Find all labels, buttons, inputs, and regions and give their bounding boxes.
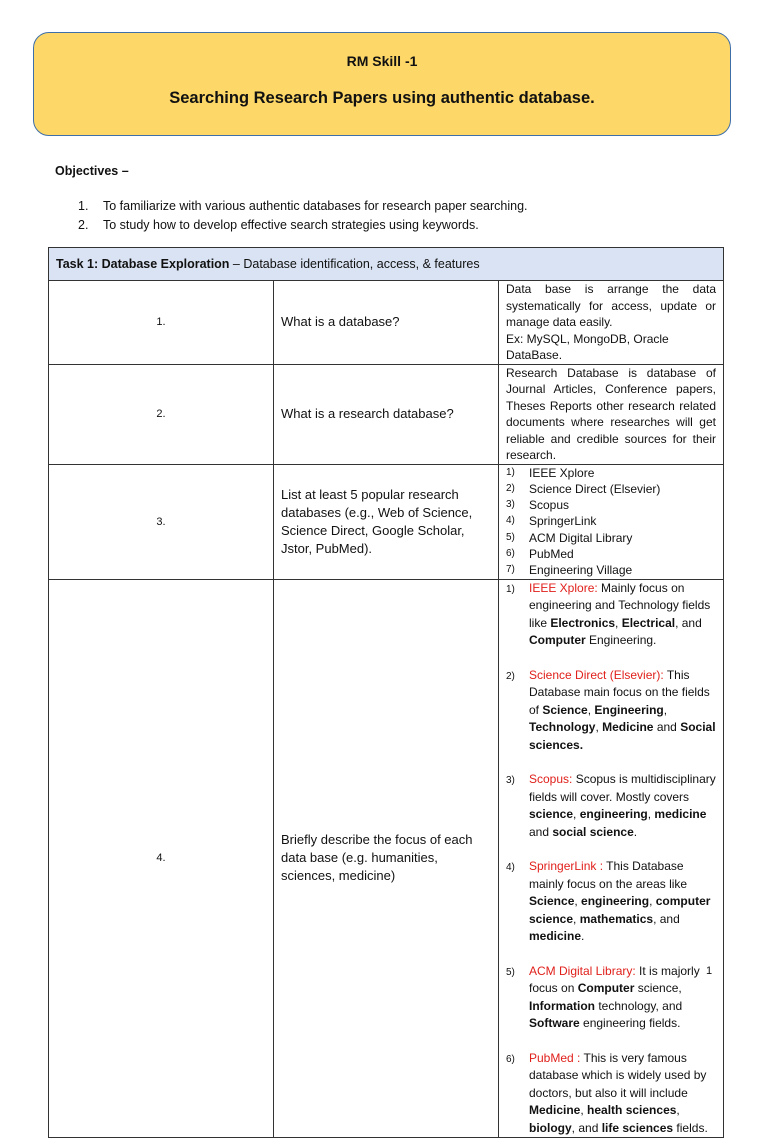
database-list-item — [506, 530, 716, 546]
list-item-number: 2) — [506, 482, 515, 494]
description-text — [529, 1050, 716, 1138]
task-header-cell — [49, 248, 724, 281]
database-list — [499, 464, 724, 579]
description-number: 6) — [506, 1053, 515, 1065]
row-answer: Research Database is database of Journal Articles, Conference papers, Theses Reports other research related documents where researches will get reliable and credible sources for their research. — [499, 364, 724, 464]
page-number: 1 — [706, 965, 713, 977]
keyword: biology — [529, 1120, 572, 1135]
list-item-number: 5) — [506, 531, 515, 543]
objectives-list — [78, 197, 718, 235]
keyword: Electrical — [621, 615, 676, 630]
database-list-item — [506, 546, 716, 562]
objective-text: To familiarize with various authentic databases for research paper searching. — [103, 199, 528, 213]
table-row — [49, 281, 724, 365]
description-segment: and — [653, 720, 681, 735]
description-text — [529, 858, 716, 946]
list-item-text: Engineering Village — [529, 563, 633, 578]
database-name: Scopus: — [529, 772, 573, 787]
database-list-item — [506, 562, 716, 578]
database-name: IEEE Xplore: — [529, 580, 598, 595]
objective-item — [78, 216, 718, 235]
description-segment: , — [587, 702, 595, 717]
keyword: Engineering — [594, 702, 664, 717]
objective-text: To study how to develop effective search strategies using keywords. — [103, 218, 479, 232]
row-question: Briefly describe the focus of each data base (e.g. humanities, sciences, medicine) — [274, 579, 499, 1138]
keyword: computer science — [529, 894, 711, 926]
description-number: 3) — [506, 775, 515, 787]
database-name: PubMed : — [529, 1050, 581, 1065]
keyword: medicine — [654, 807, 707, 822]
keyword: Computer — [529, 633, 586, 648]
keyword: life sciences — [601, 1120, 674, 1135]
answer-line: Data base is arrange the data systematically for access, update or manage data easily. — [506, 282, 716, 329]
objective-item — [78, 197, 718, 216]
description-segment: This is very famous database which is widely used by doctors, but also it will include — [529, 1050, 707, 1100]
title-box — [33, 32, 731, 136]
database-list-item — [506, 497, 716, 513]
row-number: 2. — [49, 364, 274, 464]
database-name: SpringerLink : — [529, 859, 604, 874]
description-segment: . — [581, 929, 585, 944]
database-description — [506, 580, 716, 650]
description-segment: technology, and — [595, 998, 683, 1013]
database-name: Science Direct (Elsevier): — [529, 667, 664, 682]
keyword: science — [529, 807, 574, 822]
keyword: Science — [529, 894, 575, 909]
list-item-number: 6) — [506, 547, 515, 559]
row-answer — [499, 281, 724, 365]
keyword: Technology — [529, 720, 596, 735]
task-sublabel: – Database identification, access, & features — [229, 257, 480, 271]
row-number: 4. — [49, 579, 274, 1138]
table-row — [49, 464, 724, 579]
list-item-text: IEEE Xplore — [529, 465, 595, 480]
keyword: Medicine — [602, 720, 654, 735]
row-number: 1. — [49, 281, 274, 365]
keyword: Software — [529, 1016, 580, 1031]
description-number: 1) — [506, 583, 515, 595]
row-question: What is a research database? — [274, 364, 499, 464]
objective-number: 2. — [78, 218, 89, 232]
list-item-number: 3) — [506, 499, 515, 511]
row-number: 3. — [49, 464, 274, 579]
task-label: Task 1: Database Exploration — [56, 257, 230, 271]
keyword: Information — [529, 998, 595, 1013]
keyword: mathematics — [579, 911, 654, 926]
description-segment: engineering fields. — [579, 1016, 681, 1031]
description-segment: , — [647, 807, 655, 822]
database-description — [506, 771, 716, 841]
database-description — [506, 667, 716, 755]
keyword: engineering — [579, 807, 648, 822]
description-text — [529, 771, 716, 841]
description-number: 4) — [506, 862, 515, 874]
keyword: Computer — [577, 981, 635, 996]
list-item-text: Science Direct (Elsevier) — [529, 481, 661, 496]
task-header-row — [49, 248, 724, 281]
keyword: engineering — [581, 894, 650, 909]
description-segment: , — [573, 807, 580, 822]
description-text — [529, 667, 716, 755]
database-description — [506, 1050, 716, 1138]
database-description — [506, 963, 716, 1033]
database-list-item — [506, 465, 716, 481]
list-item-number: 4) — [506, 515, 515, 527]
description-segment: , — [595, 720, 603, 735]
description-text — [529, 963, 716, 1033]
list-item-number: 7) — [506, 564, 515, 576]
skill-heading: RM Skill -1 — [346, 53, 418, 69]
description-segment: It is majorly focus on — [529, 963, 700, 996]
description-number: 2) — [506, 670, 515, 682]
objective-number: 1. — [78, 199, 89, 213]
document-title: Searching Research Papers using authentic database. — [169, 89, 595, 107]
list-item-text: PubMed — [529, 546, 574, 561]
answer-line: Ex: MySQL, MongoDB, Oracle DataBase. — [506, 331, 669, 362]
description-segment: , — [649, 894, 656, 909]
row-question: List at least 5 popular research databases (e.g., Web of Science, Science Direct, Google Scholar, Jstor, PubMed). — [274, 464, 499, 579]
description-segment: , — [574, 894, 582, 909]
list-item-text: ACM Digital Library — [529, 530, 633, 545]
description-segment: , and — [675, 615, 702, 630]
table-row — [49, 579, 724, 1138]
description-segment: science, — [634, 981, 682, 996]
description-segment: , and — [571, 1120, 602, 1135]
keyword: Social sciences. — [529, 720, 716, 752]
description-segment: and — [529, 824, 553, 839]
description-segment: This Database main focus on the fields of — [529, 667, 710, 717]
description-segment: , — [663, 702, 668, 717]
database-list-item — [506, 513, 716, 529]
database-name: ACM Digital Library: — [529, 963, 636, 978]
keyword: Medicine — [529, 1103, 581, 1118]
list-item-text: Scopus — [529, 498, 570, 513]
description-segment: fields. — [673, 1120, 708, 1135]
database-list-item — [506, 481, 716, 497]
description-text — [529, 580, 716, 650]
description-segment: Scopus is multidisciplinary fields will cover. Mostly covers — [529, 772, 716, 804]
list-item-text: SpringerLink — [529, 514, 597, 529]
description-segment: Mainly focus on engineering and Technology fields like — [529, 580, 711, 630]
objectives-heading: Objectives – — [55, 164, 129, 178]
description-segment: , and — [653, 911, 680, 926]
description-segment: This Database mainly focus on the areas like — [529, 859, 688, 891]
keyword: social science — [552, 824, 634, 839]
description-segment: . — [633, 824, 638, 839]
description-segment: , — [580, 1103, 588, 1118]
description-segment: , — [615, 615, 622, 630]
description-segment: , — [573, 911, 580, 926]
list-item-number: 1) — [506, 466, 515, 478]
keyword: health sciences — [587, 1103, 677, 1118]
keyword: Electronics — [550, 615, 616, 630]
description-number: 5) — [506, 966, 515, 978]
keyword: medicine — [529, 929, 582, 944]
task-table — [48, 247, 724, 1138]
database-descriptions — [499, 579, 724, 1138]
database-description — [506, 858, 716, 946]
description-segment: Engineering. — [585, 633, 657, 648]
table-row — [49, 364, 724, 464]
keyword: Science — [542, 702, 588, 717]
row-question: What is a database? — [274, 281, 499, 365]
description-segment: , — [676, 1103, 680, 1118]
